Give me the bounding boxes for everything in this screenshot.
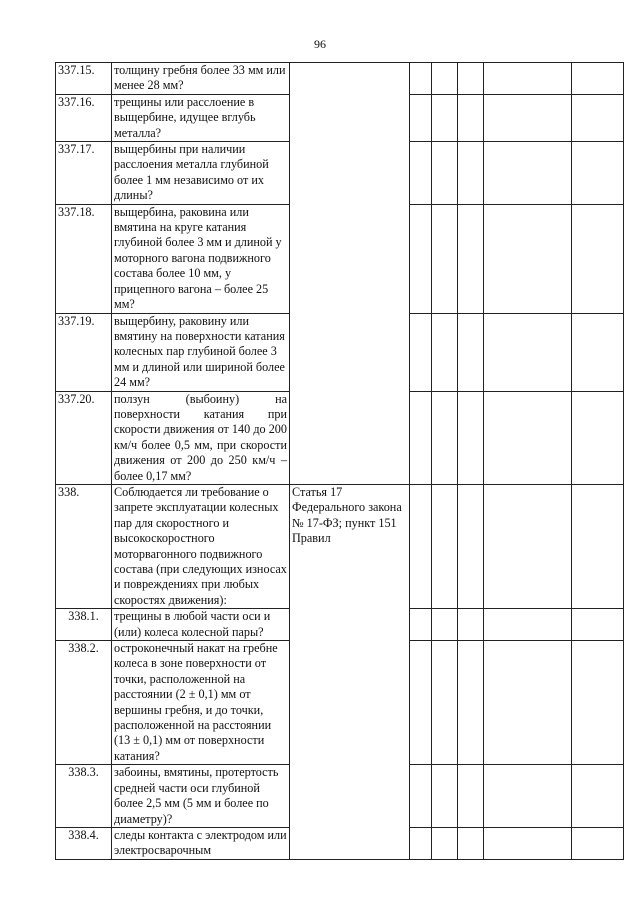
answer-cell-yes	[410, 204, 432, 313]
answer-cell-yes	[410, 94, 432, 141]
answer-cell-na	[458, 827, 484, 859]
item-question: Соблюдается ли требование о запрете эксплуатации колесных пар для скоростного и высокоскоростного моторвагонного подвижного состава (при следующих износах и повреждениях при любых скоростях движения):	[112, 484, 290, 608]
item-question: выщербина, раковина или вмятина на круге катания глубиной более 3 мм и длиной у моторного вагона подвижного состава более 10 мм, у прицепного вагона – более 25 мм?	[112, 204, 290, 313]
legal-basis-cell	[290, 63, 410, 485]
item-number: 338.4.	[56, 827, 112, 859]
answer-cell-no	[432, 63, 458, 95]
item-question: забоины, вмятины, протертость средней части оси глубиной более 2,5 мм (5 мм и более по диаметру)?	[112, 765, 290, 828]
note-cell	[484, 63, 572, 95]
item-number: 337.15.	[56, 63, 112, 95]
answer-cell-na	[458, 204, 484, 313]
answer-cell-na	[458, 609, 484, 641]
item-question: ползун (выбоину) на поверхности катания при скорости движения от 140 до 200 км/ч более 0,5 мм, при скорости движения от 200 до 250 км/ч – более 0,17 мм?	[112, 391, 290, 484]
answer-cell-yes	[410, 313, 432, 391]
answer-cell-yes	[410, 609, 432, 641]
answer-cell-na	[458, 765, 484, 828]
extra-cell	[572, 484, 624, 608]
note-cell	[484, 484, 572, 608]
item-question: выщербины при наличии расслоения металла глубиной более 1 мм независимо от их длины?	[112, 142, 290, 205]
item-number: 337.18.	[56, 204, 112, 313]
note-cell	[484, 142, 572, 205]
answer-cell-na	[458, 641, 484, 765]
note-cell	[484, 609, 572, 641]
answer-cell-no	[432, 765, 458, 828]
extra-cell	[572, 765, 624, 828]
item-number: 337.17.	[56, 142, 112, 205]
answer-cell-yes	[410, 641, 432, 765]
extra-cell	[572, 94, 624, 141]
answer-cell-no	[432, 609, 458, 641]
note-cell	[484, 827, 572, 859]
item-question: следы контакта с электродом или электросварочным	[112, 827, 290, 859]
table-row	[56, 484, 624, 608]
item-question: толщину гребня более 33 мм или менее 28 мм?	[112, 63, 290, 95]
note-cell	[484, 641, 572, 765]
answer-cell-yes	[410, 484, 432, 608]
answer-cell-na	[458, 313, 484, 391]
item-number: 338.2.	[56, 641, 112, 765]
answer-cell-no	[432, 391, 458, 484]
extra-cell	[572, 827, 624, 859]
answer-cell-no	[432, 94, 458, 141]
extra-cell	[572, 63, 624, 95]
answer-cell-no	[432, 827, 458, 859]
extra-cell	[572, 204, 624, 313]
answer-cell-no	[432, 641, 458, 765]
item-number: 338.	[56, 484, 112, 608]
note-cell	[484, 204, 572, 313]
legal-basis-cell: Статья 17 Федерального закона № 17-ФЗ; пункт 151 Правил	[290, 484, 410, 859]
item-question: трещины в любой части оси и (или) колеса колесной пары?	[112, 609, 290, 641]
answer-cell-no	[432, 142, 458, 205]
answer-cell-na	[458, 94, 484, 141]
note-cell	[484, 94, 572, 141]
answer-cell-no	[432, 313, 458, 391]
extra-cell	[572, 609, 624, 641]
item-question: выщербину, раковину или вмятину на поверхности катания колесных пар глубиной более 3 мм и длиной или шириной более 24 мм?	[112, 313, 290, 391]
answer-cell-yes	[410, 63, 432, 95]
item-number: 337.20.	[56, 391, 112, 484]
note-cell	[484, 765, 572, 828]
inspection-table	[55, 62, 624, 860]
answer-cell-na	[458, 391, 484, 484]
answer-cell-yes	[410, 765, 432, 828]
answer-cell-na	[458, 142, 484, 205]
item-question: трещины или расслоение в выщербине, идущее вглубь металла?	[112, 94, 290, 141]
extra-cell	[572, 313, 624, 391]
answer-cell-no	[432, 484, 458, 608]
item-number: 338.3.	[56, 765, 112, 828]
item-number: 337.19.	[56, 313, 112, 391]
extra-cell	[572, 142, 624, 205]
answer-cell-yes	[410, 391, 432, 484]
answer-cell-na	[458, 484, 484, 608]
item-question: остроконечный накат на гребне колеса в зоне поверхности от точки, расположенной на расстоянии (2 ± 0,1) мм от вершины гребня, и до точки, расположенной на расстоянии (13 ± 0,1) мм от поверхности катания?	[112, 641, 290, 765]
item-number: 338.1.	[56, 609, 112, 641]
page-number: 96	[314, 37, 326, 51]
answer-cell-na	[458, 63, 484, 95]
item-number: 337.16.	[56, 94, 112, 141]
answer-cell-no	[432, 204, 458, 313]
answer-cell-yes	[410, 827, 432, 859]
note-cell	[484, 391, 572, 484]
note-cell	[484, 313, 572, 391]
answer-cell-yes	[410, 142, 432, 205]
table-row	[56, 63, 624, 95]
extra-cell	[572, 641, 624, 765]
extra-cell	[572, 391, 624, 484]
